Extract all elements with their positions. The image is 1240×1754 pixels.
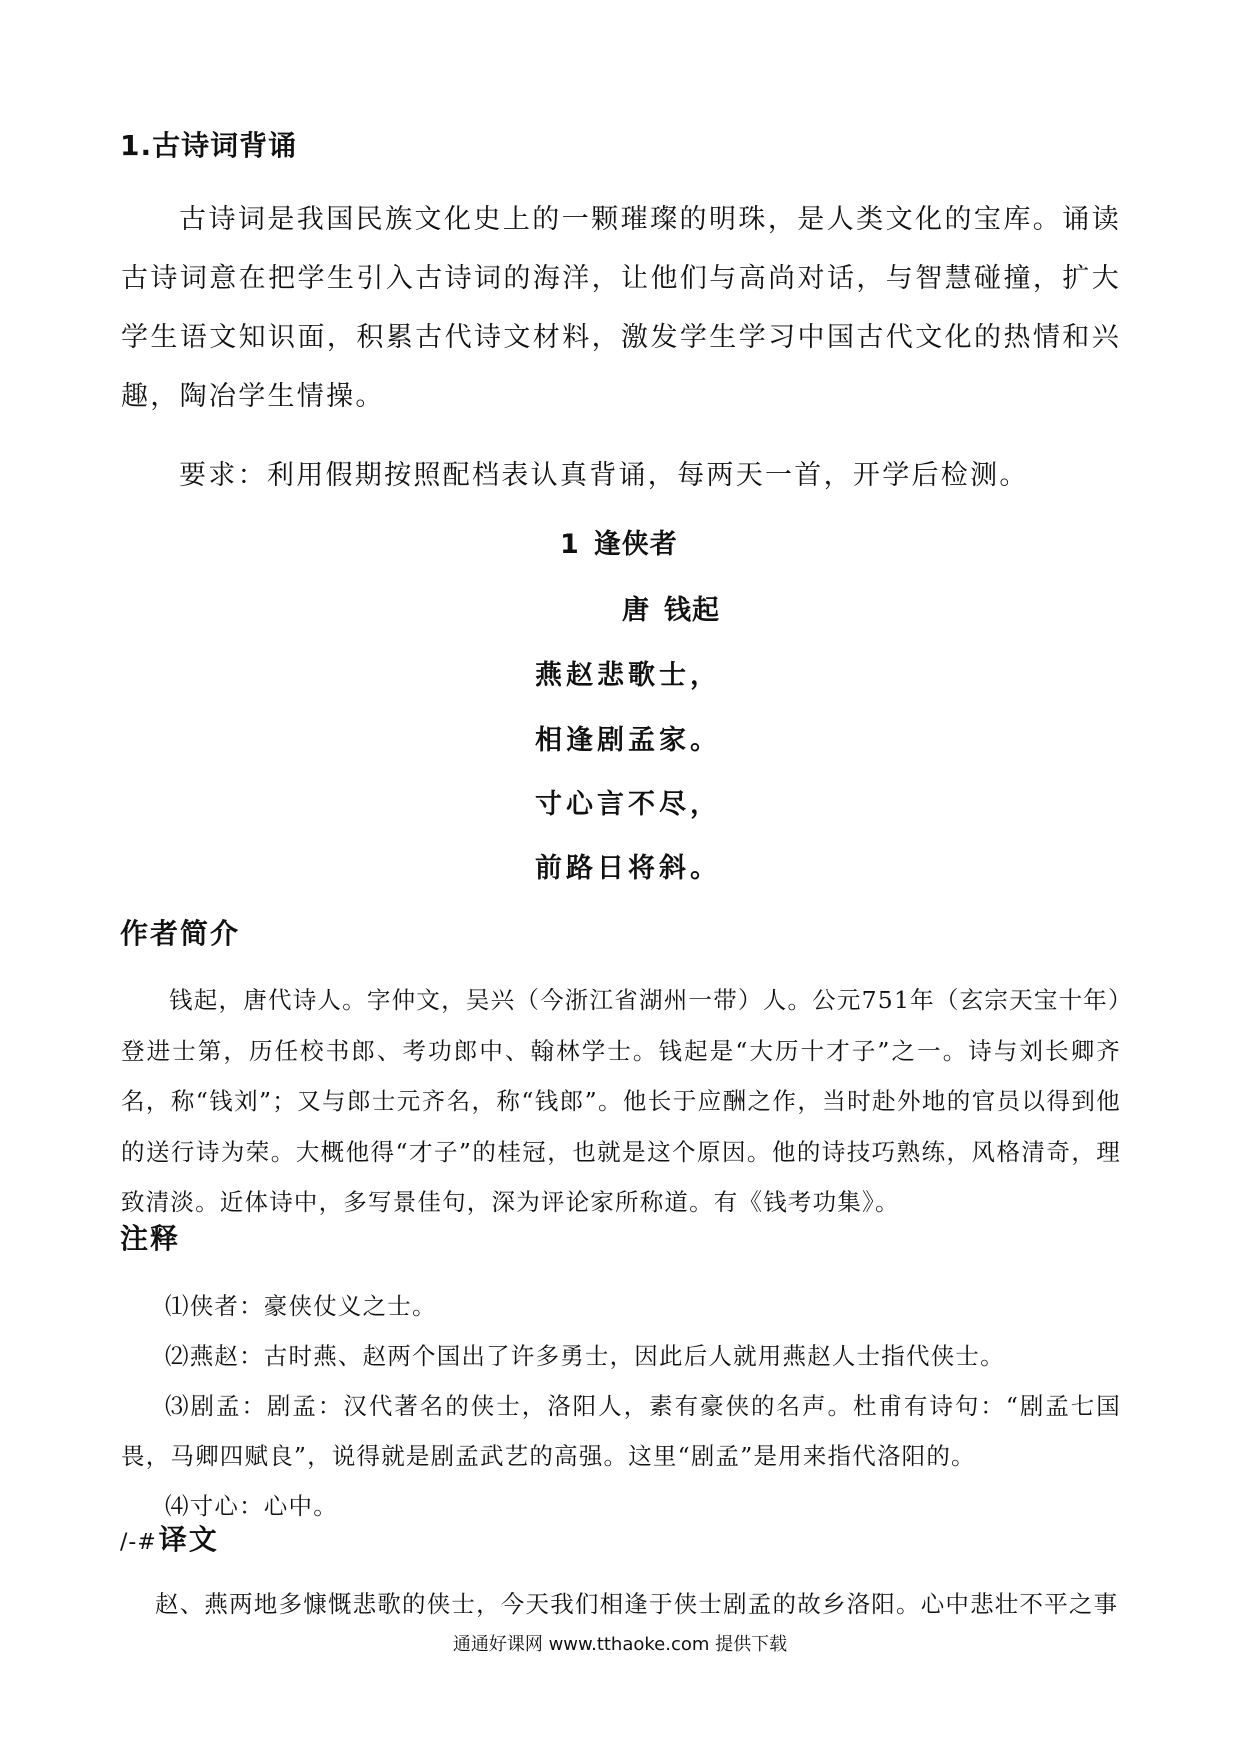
poem-title-text: 逢侠者 <box>593 529 678 560</box>
poem-byline <box>622 588 720 627</box>
poem-line-4: 前路日将斜。 <box>535 853 721 884</box>
translation-heading <box>120 1518 219 1558</box>
note-item-1: ⑴侠者：豪侠仗义之士。 <box>165 1292 437 1320</box>
note-item-3: ⑶剧孟：剧孟：汉代著名的侠士，洛阳人，素有豪侠的名声。杜甫有诗句：“剧孟七国畏，马卿四赋良”，说得就是剧孟武艺的高强。这里“剧孟”是用来指代洛阳的。 <box>121 1392 1121 1470</box>
poem-line-1: 燕赵悲歌士， <box>535 660 721 691</box>
notes-heading: 注释 <box>120 1222 181 1255</box>
poem-author: 钱起 <box>664 595 720 626</box>
poem-line-3: 寸心言不尽， <box>535 789 721 820</box>
translation-text: 赵、燕两地多慷慨悲歌的侠士，今天我们相逢于侠士剧孟的故乡洛阳。心中悲壮不平之事 <box>155 1590 1119 1618</box>
translation-marker: /-# <box>120 1530 157 1555</box>
poem-line-2: 相逢剧孟家。 <box>535 725 721 756</box>
poem-dynasty: 唐 <box>622 595 650 626</box>
poem-number: 1 <box>560 529 580 560</box>
section-title: 1.古诗词背诵 <box>120 129 298 162</box>
requirement-text: 要求：利用假期按照配档表认真背诵，每两天一首，开学后检测。 <box>179 460 1029 491</box>
poem-title <box>560 522 678 561</box>
note-item-2: ⑵燕赵：古时燕、赵两个国出了许多勇士，因此后人就用燕赵人士指代侠士。 <box>165 1342 1005 1370</box>
footer-source: 通通好课网 www.tthaoke.com 提供下载 <box>452 1634 788 1655</box>
note-item-4: ⑷寸心：心中。 <box>165 1492 338 1520</box>
intro-paragraph: 古诗词是我国民族文化史上的一颗璀璨的明珠，是人类文化的宝库。诵读古诗词意在把学生引入古诗词的海洋，让他们与高尚对话，与智慧碰撞，扩大学生语文知识面，积累古代诗文材料，激发学生学习中国古代文化的热情和兴趣，陶冶学生情操。 <box>121 204 1121 412</box>
author-intro-heading: 作者简介 <box>120 917 241 950</box>
author-intro-text: 钱起，唐代诗人。字仲文，吴兴（今浙江省湖州一带）人。公元751年（玄宗天宝十年）登进士第，历任校书郎、考功郎中、翰林学士。钱起是“大历十才子”之一。诗与刘长卿齐名，称“钱刘”；又与郎士元齐名，称“钱郎”。他长于应酬之作，当时赴外地的官员以得到他的送行诗为荣。大概他得“才子”的桂冠，也就是这个原因。他的诗技巧熟练，风格清奇，理致清淡。近体诗中，多写景佳句，深为评论家所称道。有《钱考功集》。 <box>121 986 1121 1216</box>
translation-heading-text: 译文 <box>158 1523 219 1556</box>
